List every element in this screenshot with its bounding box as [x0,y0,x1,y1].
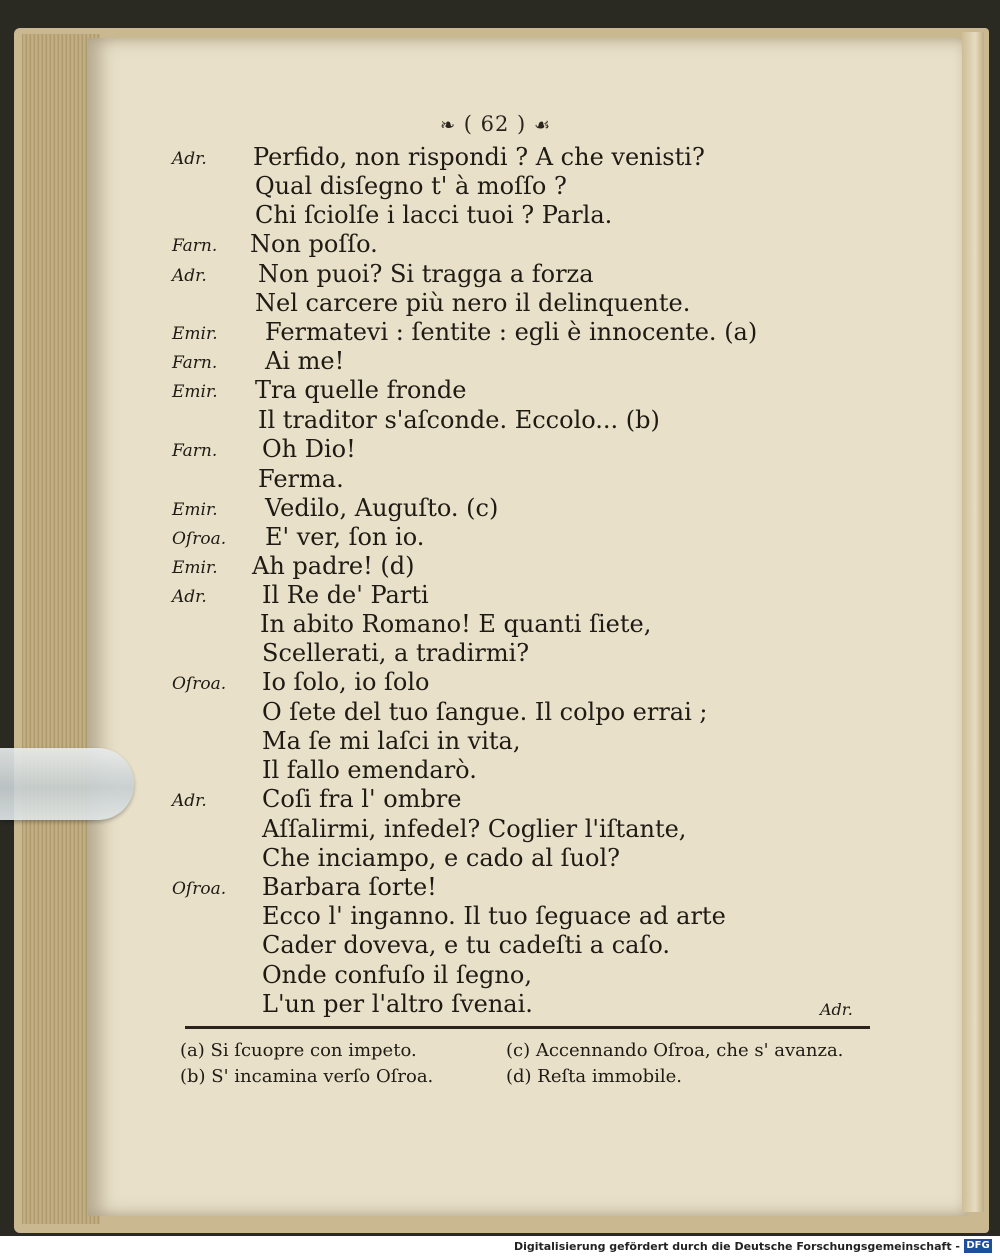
page-header [440,112,551,136]
verse-line: Nel carcere più nero il delinquente. [255,289,691,317]
verse-line: In abito Romano! E quanti ſiete, [260,610,652,638]
verse-line: Ai me! [265,347,345,375]
speaker-label: Adr. [172,791,207,811]
speaker-label: Adr. [172,149,207,169]
facing-page-edge [962,32,984,1212]
verse-line: O ſete del tuo ſangue. Il colpo errai ; [262,698,708,726]
verse-line: Il fallo emendarò. [262,756,477,784]
speaker-label: Emir. [172,382,218,402]
verse-line: Perfido, non rispondi ? A che venisti? [253,143,705,171]
speaker-label: Oſroa. [172,674,227,694]
verse-line: Ecco l' inganno. Il tuo ſeguace ad arte [262,902,726,930]
verse-line: Aſſalirmi, infedel? Coglier l'iſtante, [262,815,687,843]
speaker-label: Farn. [172,441,218,461]
verse-line: Ah padre! (d) [252,552,415,580]
ornament-left-icon: ❧ [440,115,457,136]
page-clip [0,748,134,820]
dfg-logo: DFG [964,1239,992,1253]
footnote-rule [185,1026,870,1029]
speaker-label: Farn. [172,353,218,373]
speaker-label: Adr. [172,266,207,286]
page-number: ( 62 ) [463,112,527,136]
verse-line: Chi ſciolſe i lacci tuoi ? Parla. [255,201,613,229]
speaker-label: Oſroa. [172,879,227,899]
footnote-a: (a) Si ſcuopre con impeto. [180,1040,417,1061]
speaker-label: Emir. [172,558,218,578]
ornament-right-icon: ☙ [533,115,552,136]
verse-line: L'un per l'altro ſvenai. [262,990,533,1018]
verse-line: Ferma. [258,465,344,493]
verse-line: Coſi fra l' ombre [262,785,462,813]
footer-credit: Digitalisierung gefördert durch die Deutsche Forschungsgemeinschaft - [513,1240,960,1253]
verse-line: Ma ſe mi laſci in vita, [262,727,521,755]
speaker-label: Emir. [172,324,218,344]
verse-line: Vedilo, Auguſto. (c) [265,494,499,522]
footnote-b: (b) S' incamina verſo Oſroa. [180,1066,434,1087]
verse-line: Il traditor s'aſconde. Eccolo... (b) [258,406,660,434]
speaker-label: Emir. [172,500,218,520]
verse-line: Onde confuſo il ſegno, [262,961,532,989]
verse-line: Oh Dio! [262,435,356,463]
catchword: Adr. [820,1000,853,1019]
verse-line: E' ver, ſon io. [265,523,425,551]
verse-line: Tra quelle fronde [255,376,467,404]
verse-line: Che inciampo, e cado al ſuol? [262,844,621,872]
verse-line: Fermatevi : ſentite : egli è innocente. (a) [265,318,758,346]
verse-line: Barbara ſorte! [262,873,437,901]
footnote-c: (c) Accennando Oſroa, che s' avanza. [506,1040,844,1061]
verse-line: Il Re de' Parti [262,581,429,609]
verse-line: Non puoi? Si tragga a forza [258,260,594,288]
speaker-label: Farn. [172,236,218,256]
verse-line: Qual disſegno t' à moſſo ? [255,172,567,200]
verse-line: Non poſſo. [250,230,378,258]
speaker-label: Adr. [172,587,207,607]
verse-line: Scellerati, a tradirmi? [262,639,530,667]
speaker-label: Oſroa. [172,529,227,549]
verse-line: Cader doveva, e tu cadeſti a caſo. [262,931,670,959]
footnote-d: (d) Reſta immobile. [506,1066,682,1087]
verse-line: Io ſolo, io ſolo [262,668,430,696]
